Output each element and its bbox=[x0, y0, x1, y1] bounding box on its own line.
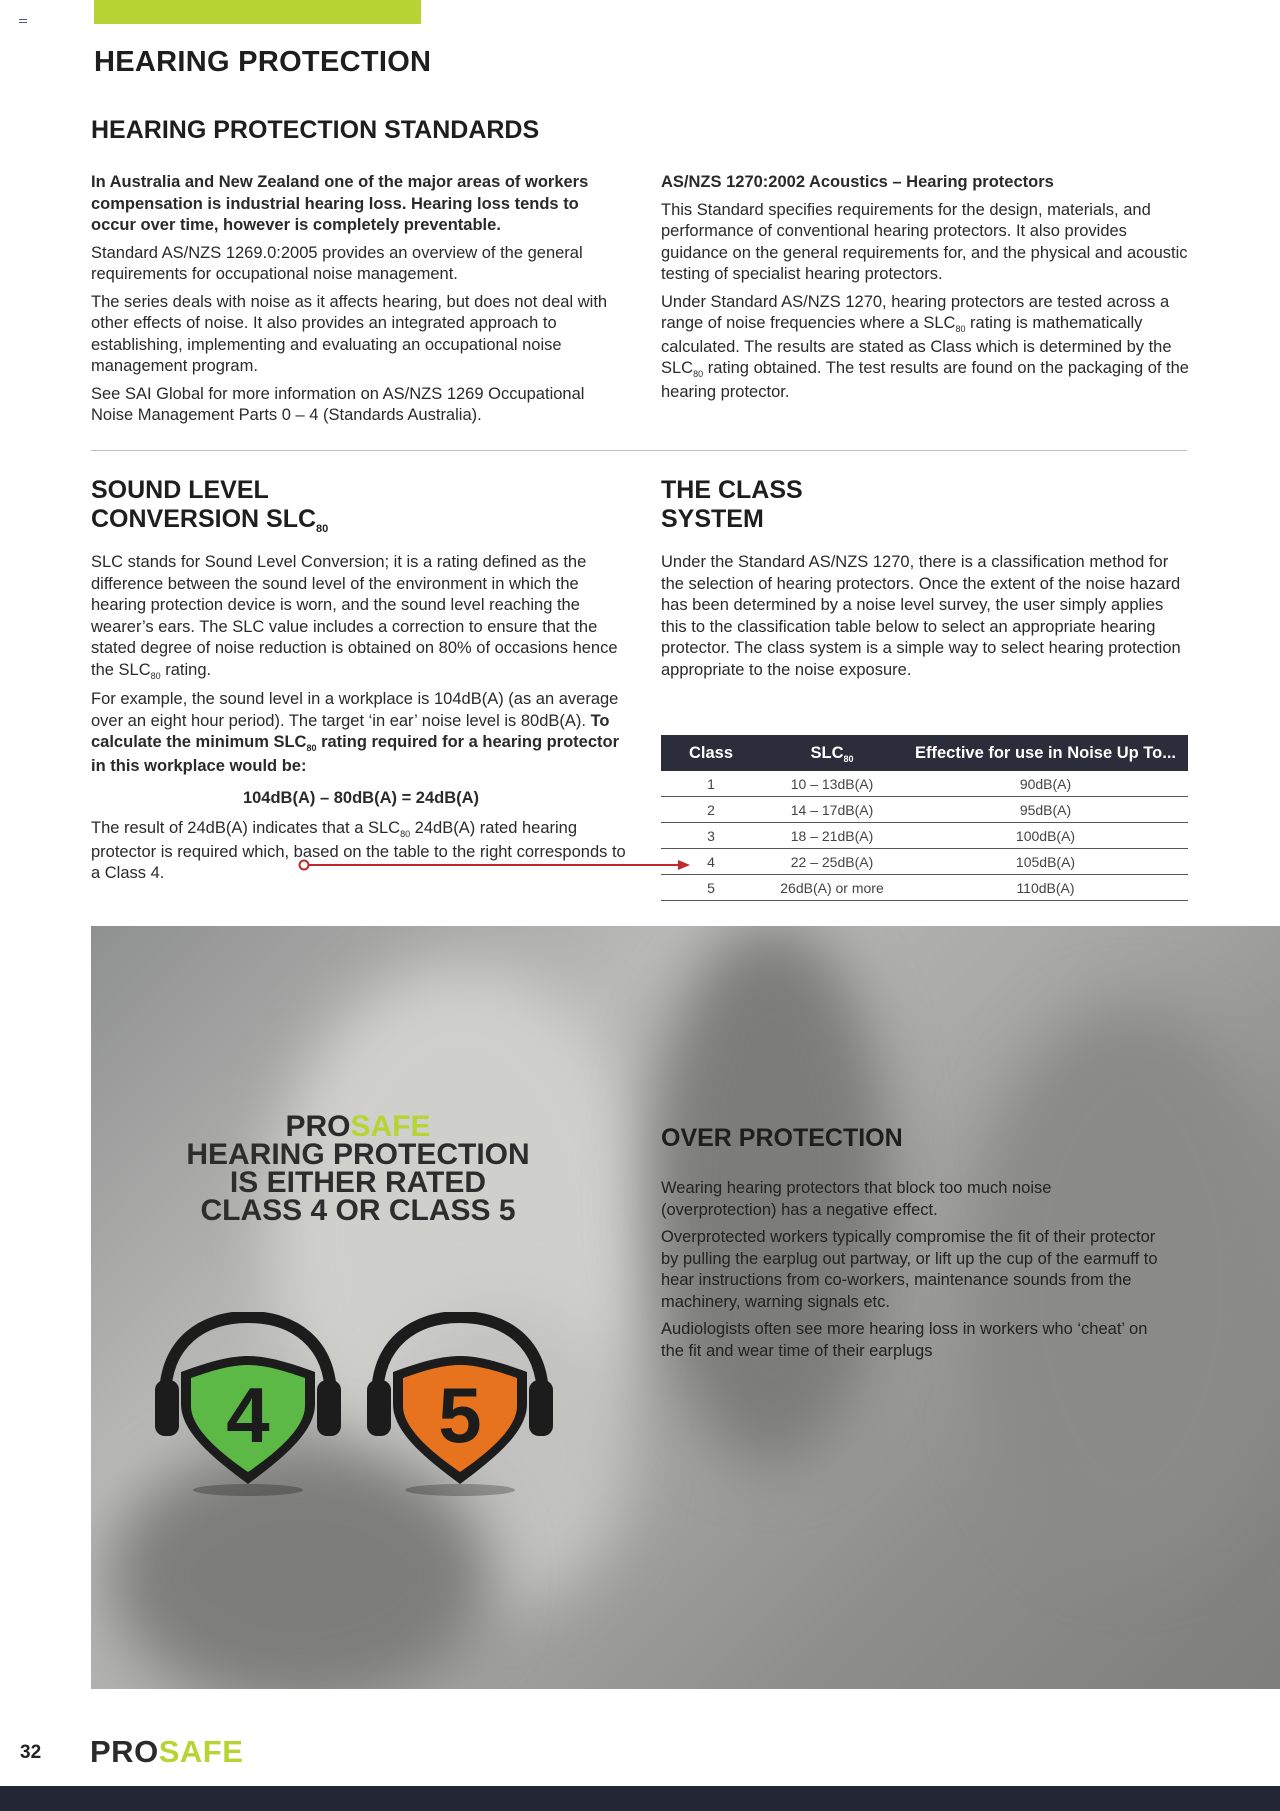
class-system-text bbox=[661, 552, 1191, 687]
over-protection-p2: Overprotected workers typically compromise the fit of their protector by pulling the earplug out partway, or lift up the cup of the earmuff to hear instructions from co-workers, maintenance sounds from the machinery, warning signals etc. bbox=[661, 1228, 1158, 1311]
standards-left-column bbox=[91, 172, 623, 433]
promo-line2: IS EITHER RATED bbox=[229, 1166, 487, 1199]
class-table-container bbox=[661, 735, 1188, 901]
slc-calculation: 104dB(A) – 80dB(A) = 24dB(A) bbox=[242, 789, 480, 807]
top-accent-bar bbox=[94, 0, 421, 24]
promo-text bbox=[150, 1110, 566, 1227]
standard-1270-title: AS/NZS 1270:2002 Acoustics – Hearing protectors bbox=[661, 173, 1054, 191]
class-system-p1: Under the Standard AS/NZS 1270, there is a classification method for the selection of hearing protectors. Once the extent of the noise hazard has been determined by a noise level survey, the user simply applies this to the classification table below to select an appropriate hearing protector. The class system is a simple way to select hearing protection appropriate to the noise exposure. bbox=[661, 553, 1181, 679]
table-row: 4 22 – 25dB(A) 105dB(A) bbox=[661, 849, 1188, 875]
class-4-badge-icon bbox=[153, 1312, 343, 1498]
slc-p1: SLC stands for Sound Level Conversion; it is a rating defined as the difference between the sound level of the environment in which the hearing protection device is worn, and the sound level reaching the wearer’s ears. The SLC value includes a correction to ensure that the stated degree of noise reduction is obtained on 80% of occasions hence the $SLC_{80}$ rating. bbox=[91, 553, 618, 681]
table-row: 3 18 – 21dB(A) 100dB(A) bbox=[661, 823, 1188, 849]
table-row: 2 14 – 17dB(A) 95dB(A) bbox=[661, 797, 1188, 823]
slc-p3: The result of 24dB(A) indicates that a $SLC_{80}$ 24dB(A) rated hearing protector is required which, based on the table to the right corresponds to a Class 4. bbox=[91, 819, 626, 882]
standards-p3: See SAI Global for more information on AS/NZS 1269 Occupational Noise Management Parts 0 – 4 (Standards Australia). bbox=[91, 384, 585, 424]
col-class-header: Class bbox=[661, 735, 761, 771]
hamburger-menu-icon[interactable] bbox=[19, 19, 27, 25]
col-effective-header: Effective for use in Noise Up To... bbox=[903, 735, 1188, 771]
standards-right-column bbox=[661, 172, 1191, 409]
slc-heading: SOUND LEVEL CONVERSION $SLC_{80}$ bbox=[91, 476, 329, 535]
over-protection-p1: Wearing hearing protectors that block too much noise (overprotection) has a negative effect. bbox=[661, 1179, 1052, 1219]
standards-intro: In Australia and New Zealand one of the major areas of workers compensation is industrial hearing loss. Hearing loss tends to occur over time, however is completely preventable. bbox=[91, 173, 589, 234]
promo-line1: HEARING PROTECTION bbox=[186, 1138, 530, 1171]
class-table bbox=[661, 735, 1188, 901]
badge-5-number: 5 bbox=[438, 1371, 482, 1459]
table-row: 5 26dB(A) or more 110dB(A) bbox=[661, 875, 1188, 901]
class-system-heading: THE CLASS SYSTEM bbox=[661, 476, 803, 533]
footer-bar bbox=[0, 1786, 1280, 1811]
promo-brand: PROSAFE bbox=[285, 1110, 431, 1143]
standard-1270-p2: Under Standard AS/NZS 1270, hearing protectors are tested across a range of noise frequencies where a $SLC_{80}$ rating is mathematically calculated. The results are stated as Class which is determined by the $SLC_{80}$ rating obtained. The test results are found on the packaging of the hearing protector. bbox=[661, 292, 1189, 401]
page-title: HEARING PROTECTION bbox=[94, 46, 432, 78]
col-slc-header: $SLC_{80}$ bbox=[761, 735, 903, 771]
over-protection-p3: Audiologists often see more hearing loss in workers who ‘cheat’ on the fit and wear time of their earplugs bbox=[661, 1320, 1148, 1360]
class-5-badge-icon bbox=[365, 1312, 555, 1498]
over-protection-heading: OVER PROTECTION bbox=[661, 1124, 903, 1152]
slc-p2: For example, the sound level in a workplace is 104dB(A) (as an average over an eight hour period). The target ‘in ear’ noise level is 80dB(A). To calculate the minimum $SLC_{80}$ rating required for a hearing protector in this workplace would be: bbox=[91, 690, 620, 775]
class-table-header bbox=[661, 735, 1188, 771]
section-divider bbox=[91, 450, 1187, 451]
table-row: 1 10 – 13dB(A) 90dB(A) bbox=[661, 771, 1188, 797]
standards-p1: Standard AS/NZS 1269.0:2005 provides an overview of the general requirements for occupational noise management. bbox=[91, 243, 583, 283]
footer-logo: PROSAFE bbox=[90, 1734, 244, 1769]
slc-text bbox=[91, 552, 631, 891]
standard-1270-p1: This Standard specifies requirements for the design, materials, and performance of conventional hearing protectors. It also provides guidance on the general requirements for, and the physical and acoustic testing of specialist hearing protectors. bbox=[661, 200, 1188, 283]
standards-p2: The series deals with noise as it affects hearing, but does not deal with other effects of noise. It also provides an integrated approach to establishing, implementing and evaluating an occupational noise management program. bbox=[91, 292, 608, 375]
class-4-pointer-arrow bbox=[298, 858, 690, 872]
standards-heading: HEARING PROTECTION STANDARDS bbox=[91, 116, 540, 144]
promo-line3: CLASS 4 OR CLASS 5 bbox=[200, 1194, 516, 1227]
page-number: 32 bbox=[20, 1742, 42, 1763]
badge-4-number: 4 bbox=[226, 1371, 270, 1459]
over-protection-text bbox=[661, 1178, 1161, 1368]
